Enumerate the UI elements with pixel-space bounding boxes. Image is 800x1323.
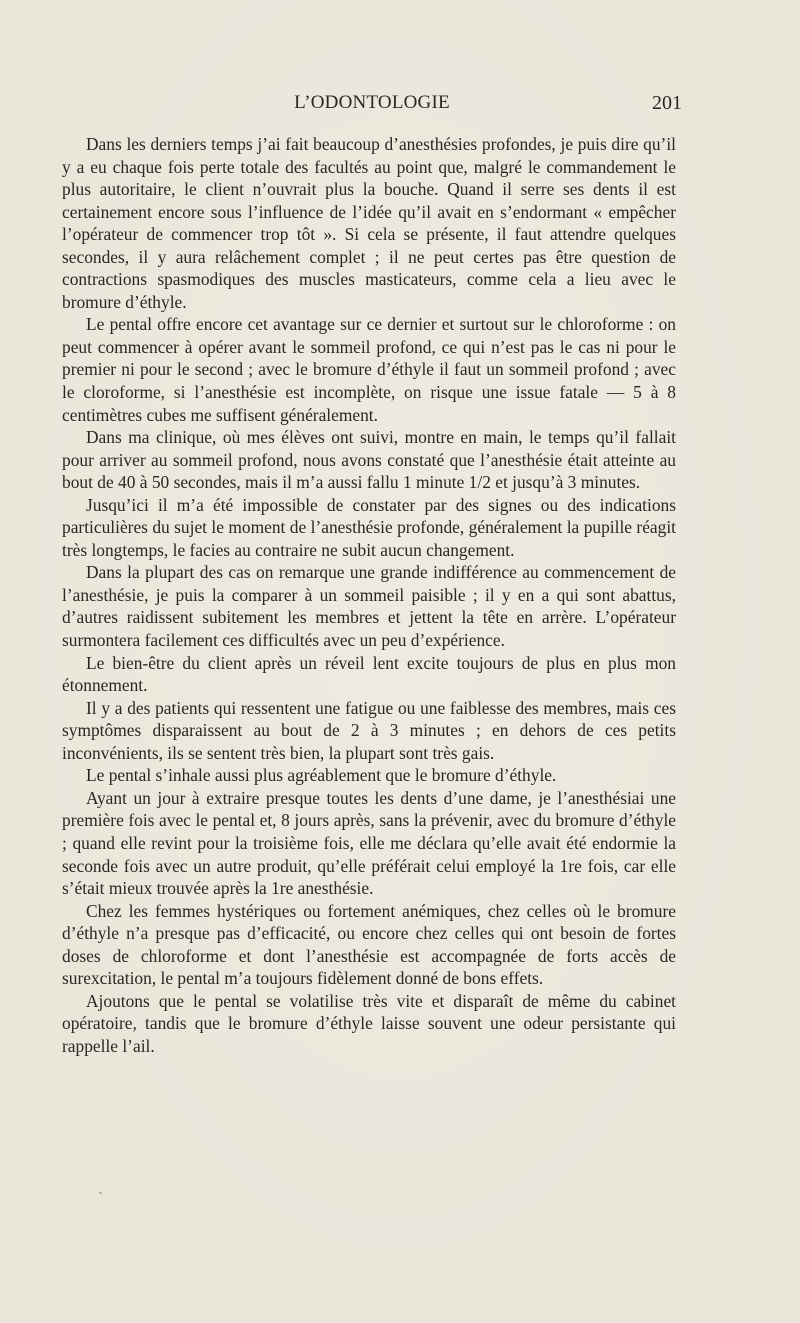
paragraph: Le pental offre encore cet avantage sur ce dernier et surtout sur le chloroforme : on peut commencer à opérer avant le sommeil profond, ce qui n’est pas le cas ni pour le premier ni pour le second ; avec le bromure d’éthyle il faut un sommeil profond ; avec le cloroforme, si l’anesthésie est incomplète, on risque une issue fatale — 5 à 8 centimètres cubes me suffisent généralement.: [62, 314, 676, 425]
paragraph: Dans la plupart des cas on remarque une grande indifférence au commencement de l’anesthésie, je puis la comparer à un sommeil paisible ; il y en a qui sont abattus, d’autres raidissent subitement les membres et jettent la tête en arrère. L’opérateur surmontera facilement ces difficultés avec un peu d’expérience.: [62, 562, 676, 651]
paragraph: Dans ma clinique, où mes élèves ont suivi, montre en main, le temps qu’il fallait pour arriver au sommeil profond, nous avons constaté que l’anesthésie était atteinte au bout de 40 à 50 secondes, mais il m’a aussi fallu 1 minute 1/2 et jusqu’à 3 minutes.: [62, 427, 676, 493]
paragraph: Dans les derniers temps j’ai fait beaucoup d’anesthésies profondes, je puis dire qu’il y a eu chaque fois perte totale des facultés au point que, malgré le commandement le plus autoritaire, le client n’ouvrait plus la bouche. Quand il serre ses dents il est certainement encore sous l’influence de l’idée qu’il avait en s’endormant « empêcher l’opérateur de commencer trop tôt ». Si cela se présente, il faut attendre quelques secondes, il y aura relâchement complet ; il ne peut certes pas être question de contractions spasmodiques des muscles masticateurs, comme cela a lieu avec le bromure d’éthyle.: [62, 134, 676, 312]
paragraph: Ayant un jour à extraire presque toutes les dents d’une dame, je l’anesthésiai une première fois avec le pental et, 8 jours après, sans la prévenir, avec du bromure d’éthyle ; quand elle revint pour la troisième fois, elle me déclara qu’elle avait été endormie la seconde fois avec un autre produit, qu’elle préférait celui employé la 1re fois, car elle s’était mieux trouvée après la 1re anesthésie.: [62, 787, 676, 899]
paragraph: Le bien-être du client après un réveil lent excite toujours de plus en plus mon étonnement.: [62, 652, 676, 696]
paragraph: Jusqu’ici il m’a été impossible de constater par des signes ou des indications particulières du sujet le moment de l’anesthésie profonde, généralement la pupille réagit très longtemps, le facies au contraire ne subit aucun changement.: [62, 494, 676, 560]
paragraph: Ajoutons que le pental se volatilise très vite et disparaît de même du cabinet opératoire, tandis que le bromure d’éthyle laisse souvent une odeur persistante qui rappelle l’ail.: [62, 990, 676, 1056]
page-header: [62, 92, 682, 120]
paper-speck: [99, 1192, 102, 1194]
paragraph: Chez les femmes hystériques ou fortement anémiques, chez celles où le bromure d’éthyle n’a presque pas d’efficacité, ou encore chez celles qui ont besoin de fortes doses de chloroforme et dont l’anesthésie est accompagnée de forts accès de surexcitation, le pental m’a toujours fidèlement donné de bons effets.: [62, 900, 676, 989]
body-text: [62, 133, 676, 1057]
page-number: 201: [652, 92, 682, 114]
paragraph: Il y a des patients qui ressentent une fatigue ou une faiblesse des membres, mais ces symptômes disparaissent au bout de 2 à 3 minutes ; en dehors de ces petits inconvénients, ils se sentent très bien, la plupart sont très gais.: [62, 697, 676, 763]
paragraph: Le pental s’inhale aussi plus agréablement que le bromure d’éthyle.: [86, 765, 557, 786]
running-title: L’ODONTOLOGIE: [294, 92, 450, 113]
